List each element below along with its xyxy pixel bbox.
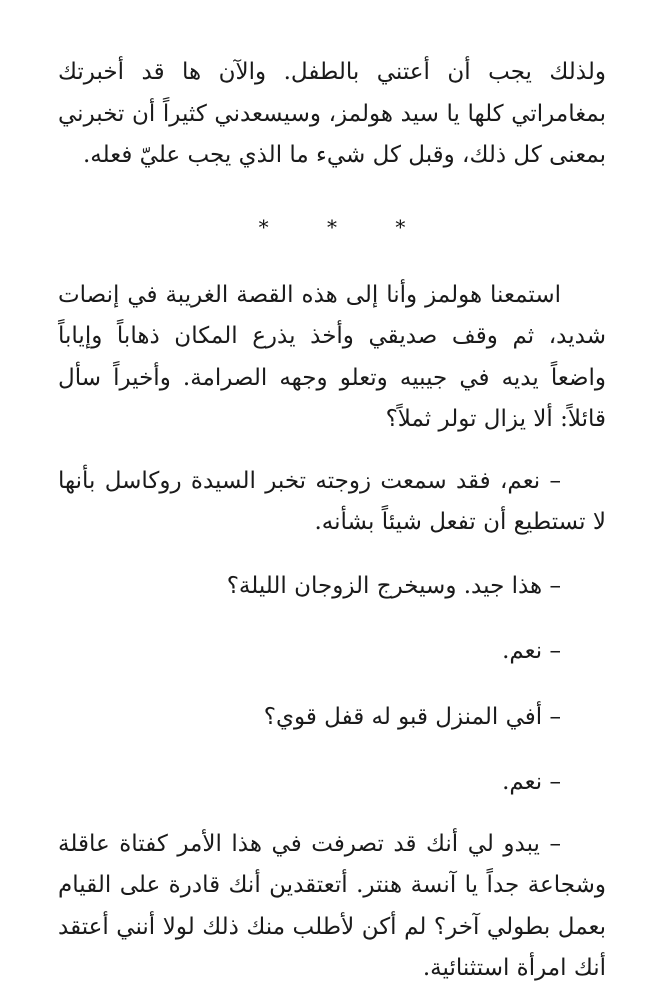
section-separator: * * * (258, 214, 432, 239)
dialogue-line-3: – نعم. (502, 638, 561, 664)
book-page (58, 52, 606, 990)
dialogue-line-4: – أفي المنزل قبو له قفل قوي؟ (263, 703, 561, 730)
paragraph-narration: استمعنا هولمز وأنا إلى هذه القصة الغريبة في إنصات شديد، ثم وقف صديقي وأخذ يذرع المكان ذهاباً وإياباً واضعاً يديه في جيبيه وتعلو وجهه الصرامة. وأخيراً سأل قائلاً: ألا يزال تولر ثملاً؟ (58, 281, 606, 432)
dialogue-line-1: – نعم، فقد سمعت زوجته تخبر السيدة روكاسل بأنها لا تستطيع أن تفعل شيئاً بشأنه. (58, 467, 606, 535)
dialogue-line-2: – هذا جيد. وسيخرج الزوجان الليلة؟ (226, 572, 561, 599)
dialogue-line-6: – يبدو لي أنك قد تصرفت في هذا الأمر كفتاة عاقلة وشجاعة جداً يا آنسة هنتر. أتعتقدين أنك قادرة على القيام بعمل بطولي آخر؟ لم أكن لأطلب منك ذلك لولا أنني أعتقد أنك امرأة استثنائية. (58, 830, 606, 981)
dialogue-line-5: – نعم. (502, 769, 561, 795)
paragraph-story-end: ولذلك يجب أن أعتني بالطفل. والآن ها قد أخبرتك بمغامراتي كلها يا سيد هولمز، وسيسعدني كثيراً أن تخبرني بمعنى كل ذلك، وقبل كل شيء ما الذي يجب عليّ فعله. (58, 59, 606, 168)
